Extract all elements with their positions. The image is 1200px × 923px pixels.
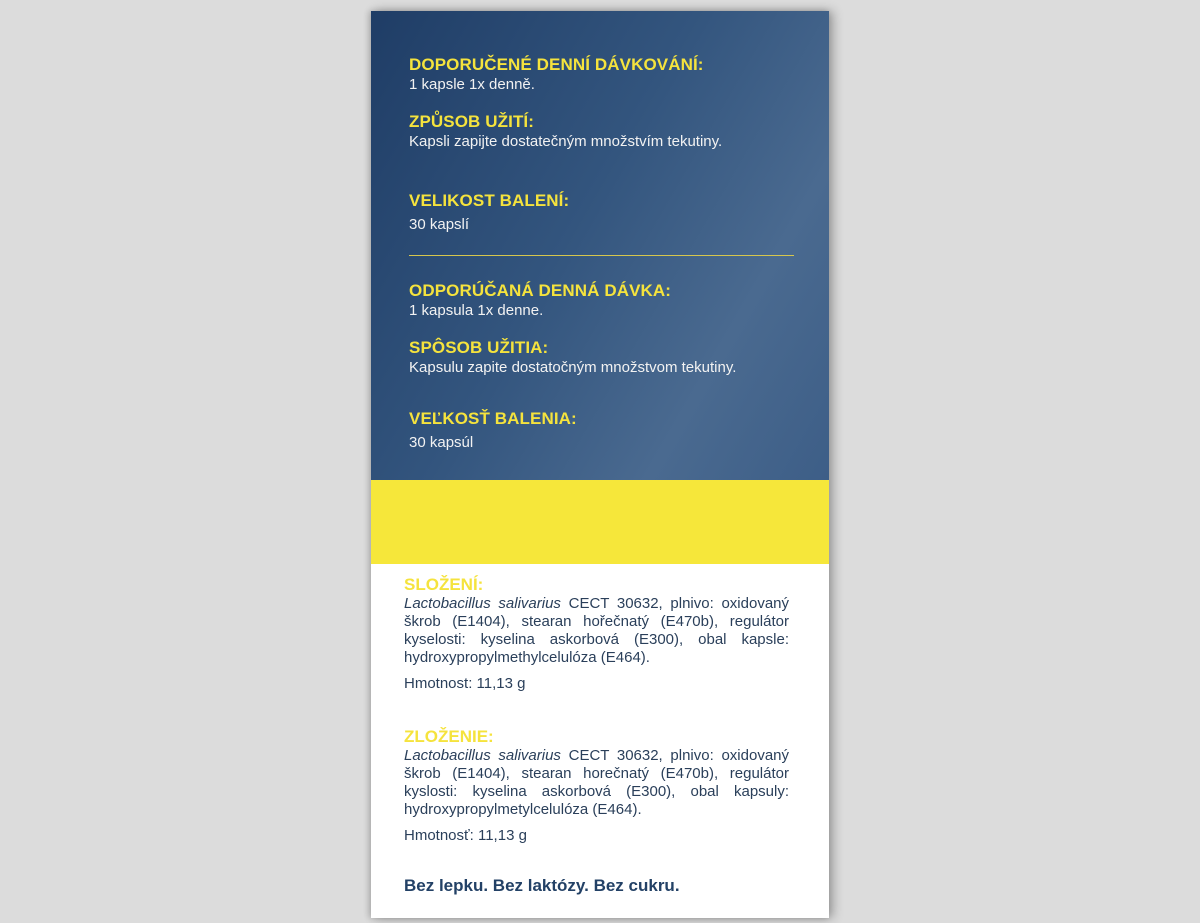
sk-dosage-text: 1 kapsula 1x denne.	[409, 302, 544, 319]
sk-composition-text	[404, 747, 789, 819]
cz-usage-heading: ZPŮSOB UŽITÍ:	[409, 112, 535, 131]
cz-package-text: 30 kapslí	[409, 216, 470, 233]
allergen-claims: Bez lepku. Bez laktózy. Bez cukru.	[404, 876, 680, 895]
sk-species-name: Lactobacillus salivarius	[404, 747, 561, 764]
sk-composition-heading: ZLOŽENIE:	[404, 727, 494, 746]
cz-composition-heading: SLOŽENÍ:	[404, 575, 484, 594]
cz-usage-text: Kapsli zapijte dostatečným množstvím tekutiny.	[409, 133, 723, 150]
sk-package-text: 30 kapsúl	[409, 434, 474, 451]
blue-info-panel	[371, 11, 829, 480]
cz-composition-text	[404, 595, 789, 667]
yellow-band	[371, 480, 829, 564]
sk-usage-text: Kapsulu zapite dostatočným množstvom tekutiny.	[409, 359, 737, 376]
allergen-footer	[404, 876, 789, 896]
sk-package-section	[409, 409, 789, 452]
cz-weight: Hmotnost: 11,13 g	[404, 675, 526, 692]
cz-package-section	[409, 191, 789, 234]
cz-species-name: Lactobacillus salivarius	[404, 595, 561, 612]
sk-composition-section	[404, 727, 789, 845]
sk-ingredients: CECT 30632, plnivo: oxidovaný škrob (E1404), stearan horečnatý (E470b), regulátor kyslosti: kyselina askorbová (E300), obal kapsuly: hydroxypropylmetylcelulóza (E464).	[404, 747, 789, 818]
cz-dosage-text: 1 kapsle 1x denně.	[409, 76, 535, 93]
cz-ingredients: CECT 30632, plnivo: oxidovaný škrob (E1404), stearan hořečnatý (E470b), regulátor kyselosti: kyselina askorbová (E300), obal kapsle: hydroxypropylmethylcelulóza (E464).	[404, 595, 789, 666]
cz-dosage-heading: DOPORUČENÉ DENNÍ DÁVKOVÁNÍ:	[409, 55, 704, 74]
cz-dosage-section	[409, 55, 789, 94]
sk-usage-section	[409, 338, 789, 377]
white-composition-panel	[371, 564, 829, 918]
cz-package-heading: VELIKOST BALENÍ:	[409, 191, 570, 210]
section-divider	[409, 255, 794, 256]
cz-usage-section	[409, 112, 789, 151]
sk-dosage-section	[409, 281, 789, 320]
package-side-panel	[371, 11, 829, 918]
sk-dosage-heading: ODPORÚČANÁ DENNÁ DÁVKA:	[409, 281, 672, 300]
sk-usage-heading: SPÔSOB UŽITIA:	[409, 338, 549, 357]
sk-package-heading: VEĽKOSŤ BALENIA:	[409, 409, 577, 428]
cz-composition-section	[404, 575, 789, 693]
sk-weight: Hmotnosť: 11,13 g	[404, 827, 527, 844]
